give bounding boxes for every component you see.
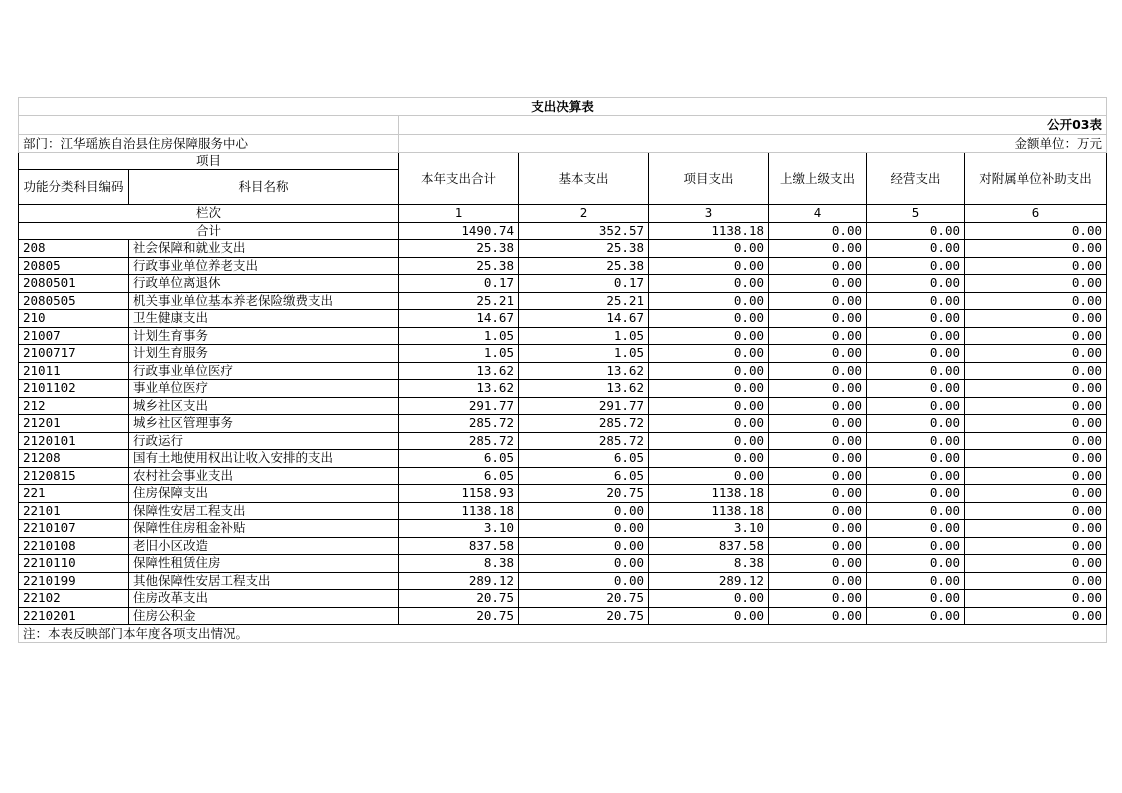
amount-cell: 0.00 bbox=[649, 450, 769, 468]
amount-cell: 0.00 bbox=[769, 310, 867, 328]
table-row bbox=[19, 485, 1107, 503]
amount-cell: 13.62 bbox=[519, 380, 649, 398]
function-code-cell: 210 bbox=[19, 310, 129, 328]
amount-cell: 0.00 bbox=[867, 257, 965, 275]
amount-cell: 0.00 bbox=[649, 345, 769, 363]
amount-cell: 285.72 bbox=[399, 432, 519, 450]
table-row bbox=[19, 590, 1107, 608]
totals-row bbox=[19, 222, 1107, 240]
subject-name-cell: 国有土地使用权出让收入安排的支出 bbox=[129, 450, 399, 468]
amount-cell: 20.75 bbox=[519, 607, 649, 625]
column-row-label: 栏次 bbox=[19, 205, 399, 223]
function-code-cell: 2210201 bbox=[19, 607, 129, 625]
amount-cell: 0.00 bbox=[769, 467, 867, 485]
amount-cell: 0.00 bbox=[769, 362, 867, 380]
amount-cell: 0.00 bbox=[867, 310, 965, 328]
amount-cell: 0.00 bbox=[965, 292, 1107, 310]
amount-cell: 0.00 bbox=[649, 292, 769, 310]
column-number: 3 bbox=[649, 205, 769, 223]
amount-cell: 0.00 bbox=[867, 275, 965, 293]
amount-cell: 0.00 bbox=[867, 380, 965, 398]
totals-cell: 1138.18 bbox=[649, 222, 769, 240]
amount-cell: 0.00 bbox=[867, 572, 965, 590]
amount-cell: 25.38 bbox=[519, 257, 649, 275]
table-row bbox=[19, 450, 1107, 468]
table-row bbox=[19, 327, 1107, 345]
amount-cell: 0.00 bbox=[649, 415, 769, 433]
amount-cell: 0.00 bbox=[649, 327, 769, 345]
header-name: 科目名称 bbox=[129, 170, 399, 205]
amount-cell: 0.00 bbox=[519, 502, 649, 520]
amount-cell: 0.00 bbox=[965, 275, 1107, 293]
amount-cell: 0.00 bbox=[965, 415, 1107, 433]
header-item-group: 项目 bbox=[19, 153, 399, 170]
amount-cell: 0.00 bbox=[867, 450, 965, 468]
subject-name-cell: 农村社会事业支出 bbox=[129, 467, 399, 485]
subject-name-cell: 机关事业单位基本养老保险缴费支出 bbox=[129, 292, 399, 310]
subject-name-cell: 其他保障性安居工程支出 bbox=[129, 572, 399, 590]
amount-cell: 13.62 bbox=[399, 362, 519, 380]
amount-cell: 0.00 bbox=[769, 590, 867, 608]
function-code-cell: 21007 bbox=[19, 327, 129, 345]
subject-name-cell: 老旧小区改造 bbox=[129, 537, 399, 555]
amount-cell: 8.38 bbox=[649, 555, 769, 573]
amount-cell: 0.00 bbox=[867, 432, 965, 450]
amount-cell: 14.67 bbox=[519, 310, 649, 328]
table-note: 注：本表反映部门本年度各项支出情况。 bbox=[19, 625, 1107, 643]
table-row bbox=[19, 292, 1107, 310]
function-code-cell: 22101 bbox=[19, 502, 129, 520]
amount-cell: 0.00 bbox=[867, 537, 965, 555]
function-code-cell: 221 bbox=[19, 485, 129, 503]
subject-name-cell: 行政事业单位医疗 bbox=[129, 362, 399, 380]
amount-cell: 0.00 bbox=[965, 380, 1107, 398]
amount-cell: 13.62 bbox=[399, 380, 519, 398]
amount-cell: 0.00 bbox=[965, 327, 1107, 345]
amount-cell: 0.00 bbox=[965, 450, 1107, 468]
column-number: 4 bbox=[769, 205, 867, 223]
amount-cell: 0.00 bbox=[769, 537, 867, 555]
amount-cell: 1.05 bbox=[519, 345, 649, 363]
header-upper: 上缴上级支出 bbox=[769, 153, 867, 205]
amount-cell: 0.00 bbox=[769, 345, 867, 363]
amount-cell: 0.00 bbox=[867, 590, 965, 608]
amount-cell: 0.00 bbox=[965, 397, 1107, 415]
amount-cell: 1.05 bbox=[399, 327, 519, 345]
amount-cell: 0.00 bbox=[965, 240, 1107, 258]
subject-name-cell: 住房公积金 bbox=[129, 607, 399, 625]
amount-cell: 0.00 bbox=[649, 240, 769, 258]
table-row bbox=[19, 572, 1107, 590]
amount-cell: 0.00 bbox=[867, 520, 965, 538]
function-code-cell: 2210110 bbox=[19, 555, 129, 573]
amount-cell: 0.00 bbox=[769, 572, 867, 590]
function-code-cell: 2210107 bbox=[19, 520, 129, 538]
amount-cell: 20.75 bbox=[399, 590, 519, 608]
table-row bbox=[19, 345, 1107, 363]
function-code-cell: 2210108 bbox=[19, 537, 129, 555]
function-code-cell: 212 bbox=[19, 397, 129, 415]
function-code-cell: 2100717 bbox=[19, 345, 129, 363]
amount-cell: 285.72 bbox=[519, 432, 649, 450]
amount-cell: 0.00 bbox=[867, 485, 965, 503]
amount-cell: 14.67 bbox=[399, 310, 519, 328]
table-row bbox=[19, 415, 1107, 433]
amount-cell: 0.00 bbox=[867, 240, 965, 258]
subject-name-cell: 行政运行 bbox=[129, 432, 399, 450]
amount-cell: 0.00 bbox=[867, 362, 965, 380]
totals-cell: 352.57 bbox=[519, 222, 649, 240]
amount-cell: 1138.18 bbox=[649, 502, 769, 520]
function-code-cell: 2120815 bbox=[19, 467, 129, 485]
totals-cell: 0.00 bbox=[867, 222, 965, 240]
amount-cell: 0.00 bbox=[649, 467, 769, 485]
amount-cell: 0.00 bbox=[649, 275, 769, 293]
table-row bbox=[19, 432, 1107, 450]
amount-cell: 3.10 bbox=[399, 520, 519, 538]
amount-cell: 837.58 bbox=[649, 537, 769, 555]
amount-cell: 0.00 bbox=[965, 345, 1107, 363]
amount-cell: 0.00 bbox=[519, 555, 649, 573]
totals-cell: 1490.74 bbox=[399, 222, 519, 240]
table-row bbox=[19, 502, 1107, 520]
amount-cell: 837.58 bbox=[399, 537, 519, 555]
column-number: 6 bbox=[965, 205, 1107, 223]
amount-cell: 0.00 bbox=[867, 415, 965, 433]
amount-cell: 20.75 bbox=[519, 590, 649, 608]
amount-cell: 0.00 bbox=[769, 292, 867, 310]
amount-cell: 20.75 bbox=[519, 485, 649, 503]
amount-cell: 0.00 bbox=[769, 520, 867, 538]
subject-name-cell: 计划生育服务 bbox=[129, 345, 399, 363]
amount-cell: 0.00 bbox=[867, 555, 965, 573]
amount-cell: 0.00 bbox=[769, 485, 867, 503]
amount-cell: 20.75 bbox=[399, 607, 519, 625]
amount-cell: 0.00 bbox=[965, 607, 1107, 625]
amount-cell: 6.05 bbox=[519, 450, 649, 468]
amount-cell: 0.00 bbox=[769, 380, 867, 398]
amount-cell: 0.00 bbox=[649, 310, 769, 328]
amount-cell: 0.00 bbox=[965, 555, 1107, 573]
amount-cell: 0.00 bbox=[769, 257, 867, 275]
subject-name-cell: 行政事业单位养老支出 bbox=[129, 257, 399, 275]
table-row bbox=[19, 362, 1107, 380]
amount-cell: 0.00 bbox=[649, 590, 769, 608]
amount-cell: 6.05 bbox=[519, 467, 649, 485]
header-basic: 基本支出 bbox=[519, 153, 649, 205]
table-row bbox=[19, 537, 1107, 555]
amount-cell: 0.00 bbox=[867, 467, 965, 485]
table-row bbox=[19, 380, 1107, 398]
subject-name-cell: 保障性租赁住房 bbox=[129, 555, 399, 573]
amount-cell: 1.05 bbox=[399, 345, 519, 363]
function-code-cell: 2210199 bbox=[19, 572, 129, 590]
subject-name-cell: 城乡社区管理事务 bbox=[129, 415, 399, 433]
header-code: 功能分类科目编码 bbox=[19, 170, 129, 205]
table-number: 公开03表 bbox=[399, 116, 1107, 135]
amount-cell: 289.12 bbox=[399, 572, 519, 590]
function-code-cell: 21208 bbox=[19, 450, 129, 468]
amount-cell: 0.00 bbox=[769, 275, 867, 293]
table-row bbox=[19, 520, 1107, 538]
amount-cell: 0.00 bbox=[769, 502, 867, 520]
amount-cell: 0.00 bbox=[965, 467, 1107, 485]
table-row bbox=[19, 310, 1107, 328]
subject-name-cell: 住房改革支出 bbox=[129, 590, 399, 608]
amount-cell: 0.00 bbox=[965, 257, 1107, 275]
amount-cell: 0.00 bbox=[769, 327, 867, 345]
amount-cell: 285.72 bbox=[399, 415, 519, 433]
amount-cell: 289.12 bbox=[649, 572, 769, 590]
amount-cell: 0.00 bbox=[867, 607, 965, 625]
amount-cell: 6.05 bbox=[399, 467, 519, 485]
amount-cell: 0.00 bbox=[965, 520, 1107, 538]
amount-cell: 1158.93 bbox=[399, 485, 519, 503]
header-total: 本年支出合计 bbox=[399, 153, 519, 205]
amount-cell: 0.00 bbox=[649, 380, 769, 398]
amount-cell: 0.00 bbox=[769, 555, 867, 573]
amount-cell: 0.00 bbox=[769, 607, 867, 625]
subject-name-cell: 城乡社区支出 bbox=[129, 397, 399, 415]
amount-cell: 0.00 bbox=[769, 450, 867, 468]
column-number: 5 bbox=[867, 205, 965, 223]
subject-name-cell: 行政单位离退休 bbox=[129, 275, 399, 293]
amount-cell: 0.00 bbox=[867, 292, 965, 310]
function-code-cell: 22102 bbox=[19, 590, 129, 608]
amount-cell: 13.62 bbox=[519, 362, 649, 380]
department-name: 部门：江华瑶族自治县住房保障服务中心 bbox=[19, 135, 399, 153]
subject-name-cell: 住房保障支出 bbox=[129, 485, 399, 503]
totals-cell: 0.00 bbox=[769, 222, 867, 240]
amount-cell: 0.00 bbox=[649, 397, 769, 415]
amount-cell: 0.00 bbox=[867, 397, 965, 415]
amount-cell: 0.00 bbox=[519, 572, 649, 590]
function-code-cell: 21201 bbox=[19, 415, 129, 433]
header-project: 项目支出 bbox=[649, 153, 769, 205]
amount-cell: 0.00 bbox=[519, 520, 649, 538]
subject-name-cell: 保障性住房租金补贴 bbox=[129, 520, 399, 538]
amount-cell: 6.05 bbox=[399, 450, 519, 468]
amount-cell: 0.00 bbox=[965, 537, 1107, 555]
amount-cell: 285.72 bbox=[519, 415, 649, 433]
function-code-cell: 2080505 bbox=[19, 292, 129, 310]
amount-cell: 0.17 bbox=[519, 275, 649, 293]
table-row bbox=[19, 555, 1107, 573]
subject-name-cell: 计划生育事务 bbox=[129, 327, 399, 345]
amount-cell: 0.00 bbox=[965, 572, 1107, 590]
function-code-cell: 21011 bbox=[19, 362, 129, 380]
amount-cell: 291.77 bbox=[399, 397, 519, 415]
amount-cell: 0.00 bbox=[769, 240, 867, 258]
amount-cell: 0.00 bbox=[965, 362, 1107, 380]
document-title: 支出决算表 bbox=[19, 98, 1107, 116]
amount-cell: 25.38 bbox=[399, 257, 519, 275]
amount-cell: 0.00 bbox=[867, 502, 965, 520]
subject-name-cell: 保障性安居工程支出 bbox=[129, 502, 399, 520]
amount-cell: 0.00 bbox=[769, 397, 867, 415]
subject-name-cell: 事业单位医疗 bbox=[129, 380, 399, 398]
amount-cell: 25.21 bbox=[399, 292, 519, 310]
amount-cell: 0.00 bbox=[649, 607, 769, 625]
amount-cell: 0.00 bbox=[867, 345, 965, 363]
amount-cell: 0.00 bbox=[867, 327, 965, 345]
amount-cell: 0.00 bbox=[965, 310, 1107, 328]
header-subsidy: 对附属单位补助支出 bbox=[965, 153, 1107, 205]
amount-cell: 3.10 bbox=[649, 520, 769, 538]
amount-cell: 8.38 bbox=[399, 555, 519, 573]
column-number: 2 bbox=[519, 205, 649, 223]
amount-cell: 25.38 bbox=[399, 240, 519, 258]
column-number: 1 bbox=[399, 205, 519, 223]
amount-cell: 0.00 bbox=[965, 485, 1107, 503]
amount-unit: 金额单位：万元 bbox=[399, 135, 1107, 153]
table-row bbox=[19, 257, 1107, 275]
function-code-cell: 2120101 bbox=[19, 432, 129, 450]
amount-cell: 0.00 bbox=[769, 432, 867, 450]
amount-cell: 0.00 bbox=[965, 590, 1107, 608]
expenditure-table bbox=[18, 97, 1107, 643]
table-row bbox=[19, 275, 1107, 293]
amount-cell: 0.00 bbox=[769, 415, 867, 433]
subject-name-cell: 卫生健康支出 bbox=[129, 310, 399, 328]
table-row bbox=[19, 607, 1107, 625]
amount-cell: 0.00 bbox=[649, 257, 769, 275]
table-row bbox=[19, 467, 1107, 485]
table-row bbox=[19, 397, 1107, 415]
amount-cell: 0.00 bbox=[649, 362, 769, 380]
function-code-cell: 20805 bbox=[19, 257, 129, 275]
function-code-cell: 208 bbox=[19, 240, 129, 258]
totals-cell: 0.00 bbox=[965, 222, 1107, 240]
amount-cell: 1138.18 bbox=[649, 485, 769, 503]
amount-cell: 0.00 bbox=[519, 537, 649, 555]
amount-cell: 25.21 bbox=[519, 292, 649, 310]
amount-cell: 0.00 bbox=[965, 502, 1107, 520]
expenditure-sheet bbox=[18, 97, 1106, 643]
function-code-cell: 2101102 bbox=[19, 380, 129, 398]
totals-label: 合计 bbox=[19, 222, 399, 240]
amount-cell: 0.17 bbox=[399, 275, 519, 293]
table-row bbox=[19, 240, 1107, 258]
amount-cell: 25.38 bbox=[519, 240, 649, 258]
function-code-cell: 2080501 bbox=[19, 275, 129, 293]
amount-cell: 1.05 bbox=[519, 327, 649, 345]
amount-cell: 0.00 bbox=[965, 432, 1107, 450]
amount-cell: 291.77 bbox=[519, 397, 649, 415]
amount-cell: 1138.18 bbox=[399, 502, 519, 520]
header-business: 经营支出 bbox=[867, 153, 965, 205]
amount-cell: 0.00 bbox=[649, 432, 769, 450]
subject-name-cell: 社会保障和就业支出 bbox=[129, 240, 399, 258]
